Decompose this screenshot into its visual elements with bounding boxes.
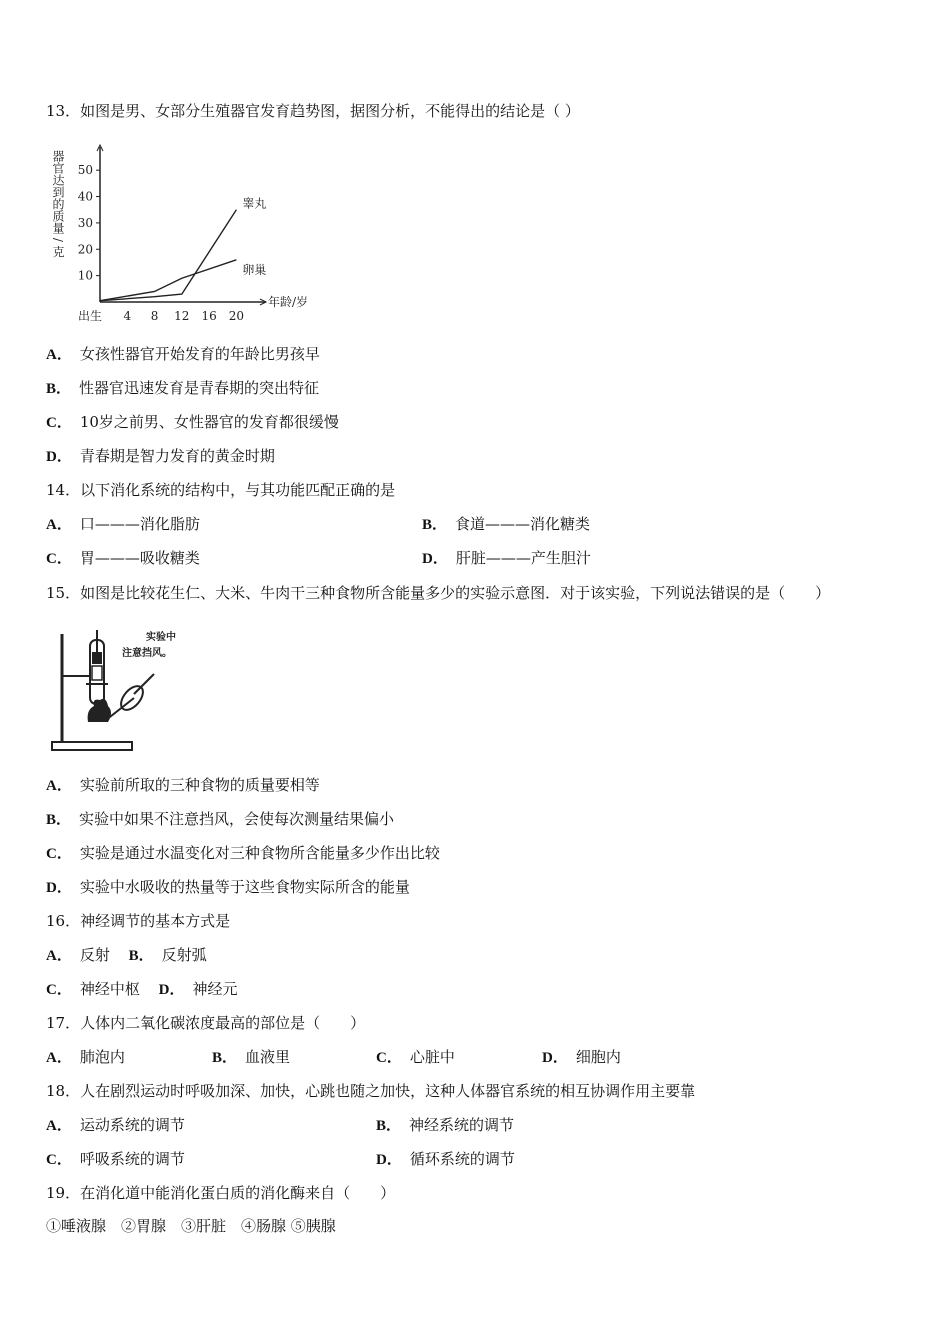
x-tick-label: 12 [174, 309, 190, 323]
q13-option-b[interactable]: B． 性器官迅速发育是青春期的突出特征 [46, 379, 320, 397]
y-tick-label: 40 [77, 189, 93, 204]
y-tick-label: 10 [77, 268, 93, 283]
q18-option-c[interactable]: C． 呼吸系统的调节 [46, 1150, 185, 1168]
q16-option-a[interactable]: A． 反射 [46, 946, 110, 964]
q18-stem: 18．人在剧烈运动时呼吸加深、加快，心跳也随之加快，这种人体器官系统的相互协调作用主要靠 [46, 1082, 696, 1100]
x-tick-label: 出生 [77, 309, 103, 323]
stand-base [52, 742, 132, 750]
q14-option-c[interactable]: C． 胃———吸收糖类 [46, 549, 200, 567]
figure-note-line2: 注意挡风。 [122, 648, 172, 659]
q19-choices: ①唾液腺 ②胃腺 ③肝脏 ④肠腺 ⑤胰腺 [46, 1217, 336, 1235]
series-label: 卵巢 [242, 262, 267, 277]
series-line-ovary [100, 260, 236, 301]
q16-stem: 16．神经调节的基本方式是 [46, 912, 231, 930]
series-label: 睾丸 [242, 196, 267, 211]
q14-option-b[interactable]: B． 食道———消化糖类 [422, 515, 591, 533]
q14-option-a[interactable]: A． 口———消化脂肪 [46, 515, 200, 533]
q18-option-a[interactable]: A． 运动系统的调节 [46, 1116, 185, 1134]
x-axis-label: 年龄/岁 [268, 295, 309, 309]
q14-option-d[interactable]: D． 肝脏———产生胆汁 [422, 549, 591, 567]
series-line-testis [100, 210, 236, 301]
q17-option-c[interactable]: C． 心脏中 [376, 1048, 455, 1066]
x-tick-label: 16 [201, 309, 217, 323]
q13-option-d[interactable]: D． 青春期是智力发育的黄金时期 [46, 447, 275, 465]
y-tick-label: 20 [77, 242, 93, 257]
x-tick-label: 20 [228, 309, 245, 323]
q15-option-a[interactable]: A． 实验前所取的三种食物的质量要相等 [46, 776, 320, 794]
q14-stem: 14．以下消化系统的结构中，与其功能匹配正确的是 [46, 481, 396, 499]
q13-option-c[interactable]: C． 10岁之前男、女性器官的发育都很缓慢 [46, 413, 339, 431]
q19-stem: 19．在消化道中能消化蛋白质的消化酶来自（ ） [46, 1184, 396, 1202]
q13-stem: 13．如图是男、女部分生殖器官发育趋势图，据图分析，不能得出的结论是（ ） [46, 102, 580, 120]
x-tick-label: 8 [150, 309, 159, 323]
q16-option-c[interactable]: C． 神经中枢 [46, 980, 140, 998]
y-tick-label: 50 [77, 163, 93, 178]
x-tick-label: 4 [123, 309, 132, 323]
q17-option-b[interactable]: B． 血液里 [212, 1048, 291, 1066]
y-axis-label: 器官达到的质量 / 克 [51, 150, 65, 258]
q17-stem: 17．人体内二氧化碳浓度最高的部位是（ ） [46, 1014, 366, 1032]
q18-option-b[interactable]: B． 神经系统的调节 [376, 1116, 515, 1134]
q13-organ-growth-chart [44, 140, 309, 330]
q18-option-d[interactable]: D． 循环系统的调节 [376, 1150, 515, 1168]
y-tick-label: 30 [77, 215, 93, 230]
figure-note-line1: 实验中 [146, 632, 176, 643]
q15-option-b[interactable]: B． 实验中如果不注意挡风，会使每次测量结果偏小 [46, 810, 395, 828]
q17-option-a[interactable]: A． 肺泡内 [46, 1048, 125, 1066]
q15-option-c[interactable]: C． 实验是通过水温变化对三种食物所含能量多少作出比较 [46, 844, 440, 862]
q15-experiment-figure [46, 626, 206, 758]
q15-stem: 15．如图是比较花生仁、大米、牛肉干三种食物所含能量多少的实验示意图．对于该实验，下列说法错误的是（ ） [46, 584, 831, 602]
q13-option-a[interactable]: A． 女孩性器官开始发育的年龄比男孩早 [46, 345, 320, 363]
q17-option-d[interactable]: D． 细胞内 [542, 1048, 621, 1066]
q15-option-d[interactable]: D． 实验中水吸收的热量等于这些食物实际所含的能量 [46, 878, 410, 896]
q16-option-d[interactable]: D． 神经元 [158, 980, 238, 998]
q16-option-b[interactable]: B． 反射弧 [128, 946, 207, 964]
